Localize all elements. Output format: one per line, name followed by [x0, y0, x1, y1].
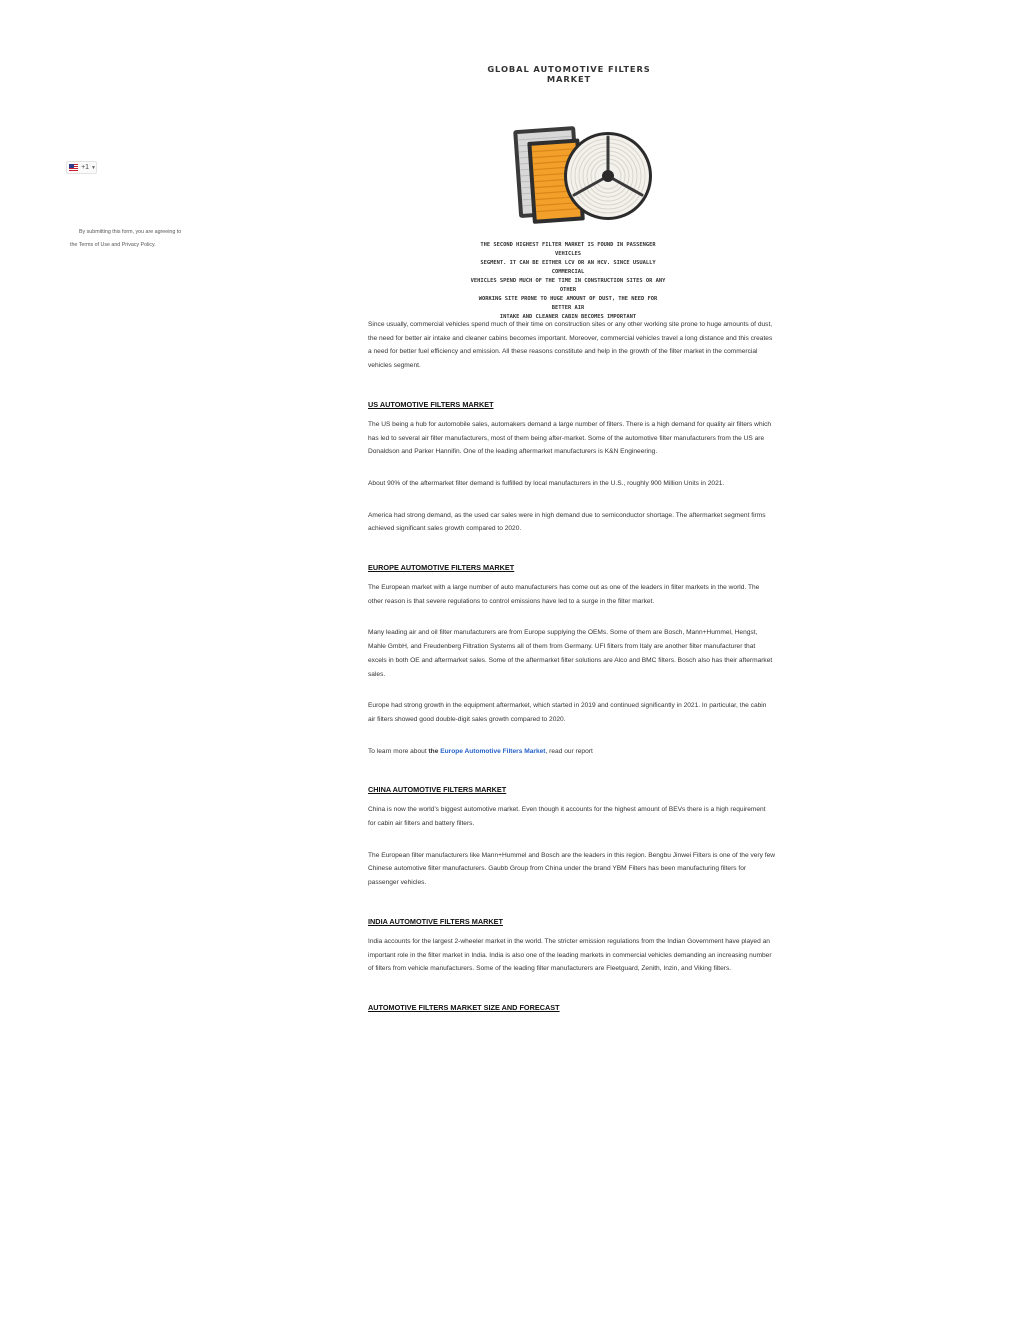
phone-country-selector[interactable] [66, 161, 97, 174]
hero-caption-line: INTAKE AND CLEANER CABIN BECOMES IMPORTANT [499, 314, 637, 320]
hero-caption-line: SEGMENT. IT CAN BE EITHER LCV OR AN HCV. SINCE USUALLY COMMERCIAL [480, 260, 656, 275]
hero-title-line2: MARKET [546, 74, 592, 84]
india-paragraph-1: India accounts for the largest 2-wheeler market in the world. The stricter emission regulations from the Indian Government have played an important role in the filter market in India. India is also one of the leading markets in commercial vehicles demanding an increasing number of filters from vehicle manufacturers. Some of the leading filter manufacturers are Fleetguard, Zenith, Inzin, and Viking filters. [368, 937, 772, 973]
phone-dial-code: +1 [81, 164, 90, 171]
europe-report-link[interactable]: Europe Automotive Filters Market [440, 747, 546, 755]
us-section-heading: US AUTOMOTIVE FILTERS MARKET [368, 399, 494, 409]
hero-caption [470, 241, 666, 322]
us-paragraph-3: America had strong demand, as the used car sales were in high demand due to semiconductor shortage. The aftermarket segment firms achieved significant sales growth compared to 2020. [368, 511, 766, 533]
learn-more-prefix: To learn more about [368, 747, 429, 755]
india-section-heading: INDIA AUTOMOTIVE FILTERS MARKET [368, 916, 503, 926]
consent-text-line2: the Terms of Use and Privacy Policy. [70, 242, 156, 248]
learn-more-the: the [428, 747, 439, 755]
us-flag-icon [69, 164, 78, 171]
china-paragraph-1: China is now the world’s biggest automotive market. Even though it accounts for the highest amount of BEVs there is a high requirement for cabin air filters and battery filters. [368, 806, 766, 828]
europe-paragraph-2: Many leading air and oil filter manufacturers are from Europe supplying the OEMs. Some of them are Bosch, Mann+Hummel, Hengst, Mahle GmbH, and Freudenberg Filtration Systems all of them from Germany. UFI filters from Italy are another filter manufacturer that excels in both OE and aftermarket sales. Some of the aftermarket filter solutions are Alco and BMC filters. Bosch also has their aftermarket sales. [368, 629, 773, 678]
chevron-down-icon: ▼ [91, 164, 96, 171]
europe-section-heading: EUROPE AUTOMOTIVE FILTERS MARKET [368, 563, 515, 573]
article-body [368, 318, 775, 1013]
europe-paragraph-3: Europe had strong growth in the equipment aftermarket, which started in 2019 and continued significantly in 2021. In particular, the cabin air filters showed good double-digit sales growth compared to 2020. [368, 702, 767, 723]
hero-title [480, 64, 658, 84]
us-paragraph-1: The US being a hub for automobile sales, automakers demand a large number of filters. There is a high demand for quality air filters which has led to several air filter manufacturers, most of them being after-market. Some of the automotive filter manufacturers from the US are Donaldson and Parker Hannifin. One of the leading aftermarket manufacturers is K&N Engineering. [368, 420, 772, 456]
hero-caption-line: THE SECOND HIGHEST FILTER MARKET IS FOUND IN PASSENGER VEHICLES [480, 242, 656, 257]
size-forecast-heading: AUTOMOTIVE FILTERS MARKET SIZE AND FORECAST [368, 1002, 560, 1012]
us-paragraph-2: About 90% of the aftermarket filter demand is fulfilled by local manufacturers in the U.S., roughly 900 Million Units in 2021. [368, 479, 725, 487]
automotive-filters-image [508, 120, 658, 230]
europe-paragraph-1: The European market with a large number of auto manufacturers has come out as one of the leaders in filter markets in the world. The other reason is that severe regulations to control emissions have led to a surge in the filter market. [368, 584, 760, 605]
consent-text-line1: By submitting this form, you are agreeing to [79, 229, 182, 235]
china-paragraph-2: The European filter manufacturers like Mann+Hummel and Bosch are the leaders in this region. Bengbu Jinwei Filters is one of the very few Chinese automotive filter manufacturers. Gaubb Group from China under the brand YBM Filters has been manufacturing filters for passenger vehicles. [368, 851, 776, 887]
learn-more-suffix: , read our report [545, 747, 593, 755]
hero-caption-line: VEHICLES SPEND MUCH OF THE TIME IN CONSTRUCTION SITES OR ANY OTHER [470, 278, 666, 293]
china-section-heading: CHINA AUTOMOTIVE FILTERS MARKET [368, 785, 507, 795]
intro-paragraph: Since usually, commercial vehicles spend much of their time on construction sites or any other working site prone to huge amounts of dust, the need for better air intake and cleaner cabins becomes important. Moreover, commercial vehicles travel a long distance and this creates a need for better fuel efficiency and emission. All these reasons constitute and help in the growth of the filter market in the commercial vehicles segment. [368, 321, 773, 370]
hero-title-line1: GLOBAL AUTOMOTIVE FILTERS [487, 64, 651, 74]
enquiry-form-sidebar [0, 0, 340, 1325]
learn-more-line [368, 745, 775, 759]
hero-caption-line: WORKING SITE PRONE TO HUGE AMOUNT OF DUST, THE NEED FOR BETTER AIR [478, 296, 658, 311]
